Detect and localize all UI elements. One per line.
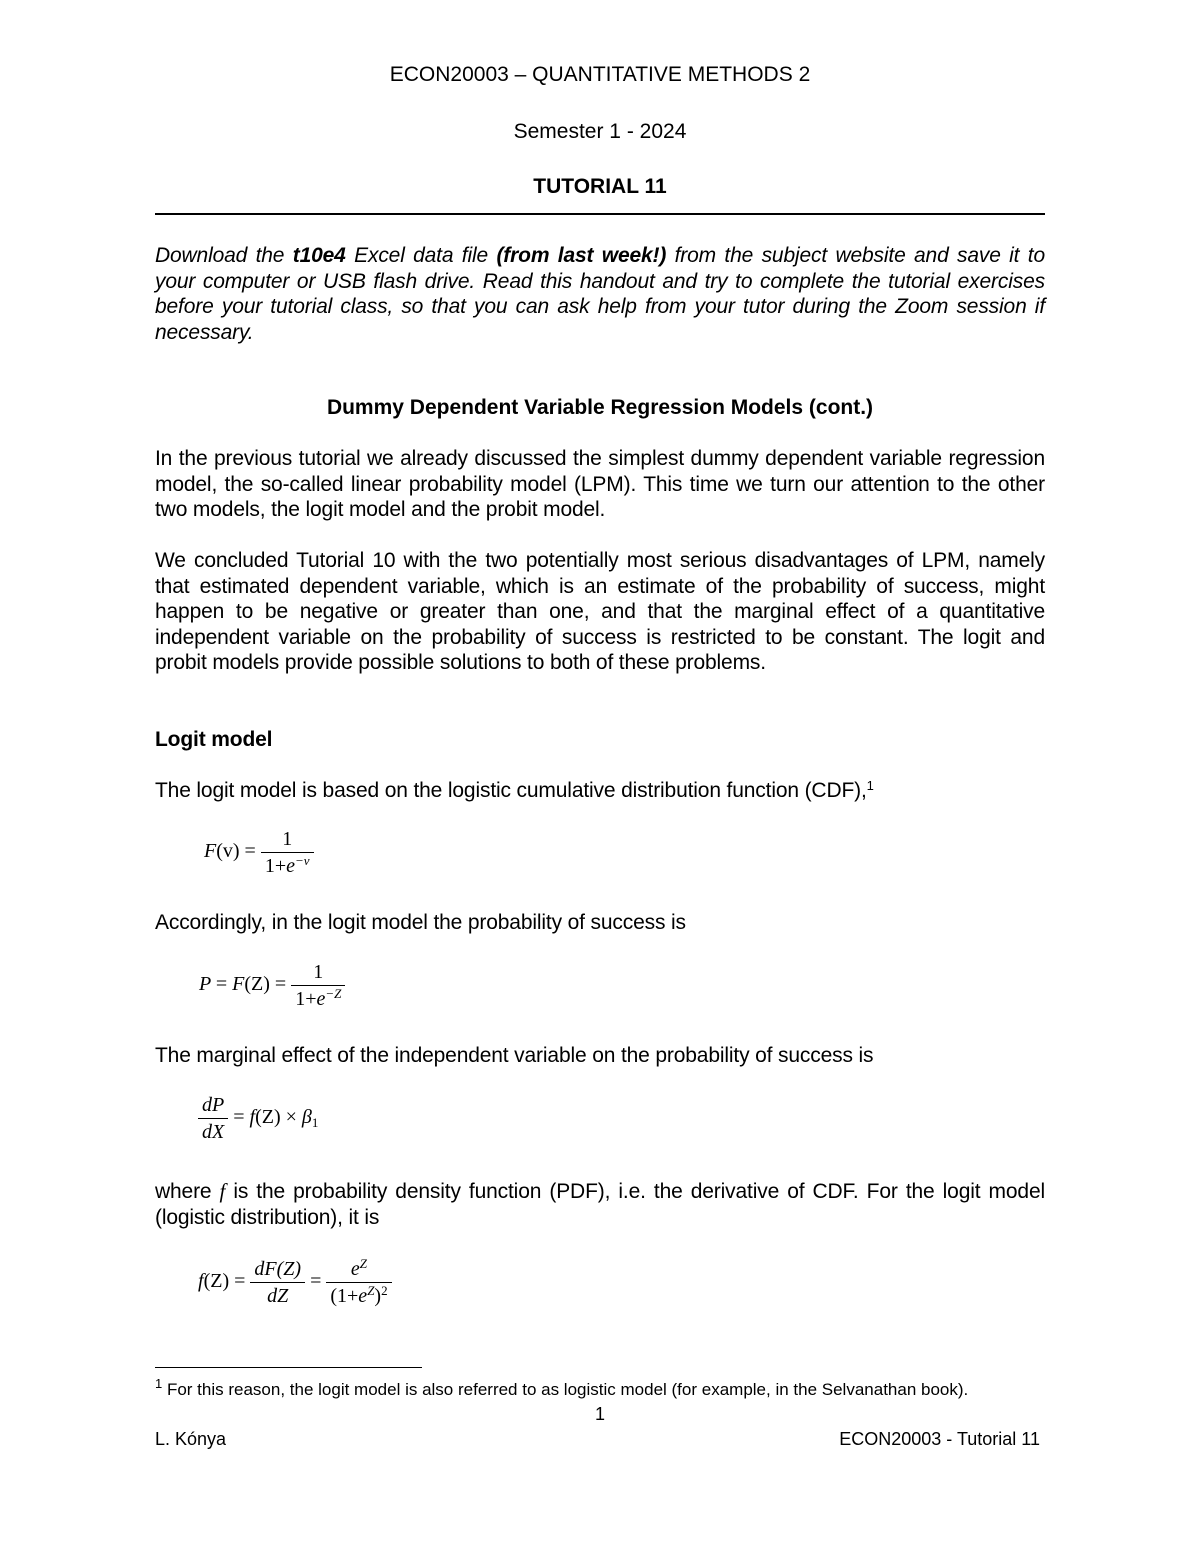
eq1-den-exp: −v	[295, 853, 310, 868]
pdf-text-part2: is the probability density function (PDF), i.e. the derivative of CDF. For the logit model (logistic distribution), it is	[155, 1180, 1045, 1229]
eq4-equals-1: =	[234, 1270, 246, 1293]
eq3-arg: (Z)	[255, 1106, 281, 1129]
footer-author: L. Kónya	[155, 1429, 227, 1449]
cdf-text	[155, 778, 1045, 804]
intro-paragraph	[155, 243, 1045, 345]
probability-text: Accordingly, in the logit model the probability of success is	[155, 911, 686, 934]
eq4-denominator-2	[326, 1283, 391, 1307]
eq2-fraction	[291, 961, 345, 1010]
eq4-num2-exp: Z	[359, 1256, 368, 1271]
eq4-den2-open: (1+	[330, 1285, 359, 1307]
eq2-mid: F	[232, 973, 245, 996]
section-title: Dummy Dependent Variable Regression Models (cont.)	[326, 396, 874, 419]
marginal-effect-text: The marginal effect of the independent variable on the probability of success is	[155, 1044, 874, 1067]
intro-part3: from the subject website and save it to your computer or USB flash drive. Read this handout and try to complete the tutorial exercises before your tutorial class, so that you can ask help from your tutor during the Zoom session if necessary.	[155, 244, 1045, 344]
eq2-den-exp: −Z	[325, 986, 342, 1001]
equation-marginal-effect	[198, 1094, 318, 1143]
logit-heading: Logit model	[155, 728, 273, 751]
eq2-numerator: 1	[291, 961, 345, 986]
eq4-num2-e: e	[350, 1258, 360, 1280]
header-rule	[155, 213, 1045, 215]
pdf-text-f: f	[219, 1179, 226, 1203]
paragraph-lpm: In the previous tutorial we already discussed the simplest dummy dependent variable regression model, the so-called linear probability model (LPM). This time we turn our attention to the other two models, the logit model and the probit model.	[155, 447, 1045, 521]
eq4-arg: (Z)	[203, 1270, 230, 1293]
eq2-equals-1: =	[215, 973, 228, 996]
pdf-text	[155, 1179, 1045, 1230]
eq2-equals-2: =	[274, 973, 287, 996]
eq2-denominator	[291, 986, 345, 1010]
eq1-numerator: 1	[261, 828, 314, 853]
footnote	[155, 1376, 1045, 1401]
paragraph-disadvantages: We concluded Tutorial 10 with the two potentially most serious disadvantages of LPM, namely that estimated dependent variable, which is an estimate of the probability of success, might happen to be negative or greater than one, and that the marginal effect of a quantitative independent variable on the probability of success is restricted to be constant. The logit and probit models provide possible solutions to both of these problems.	[155, 549, 1045, 674]
intro-part1: Download the	[155, 244, 293, 267]
eq3-f: f	[249, 1106, 256, 1129]
intro-part2: Excel data file	[345, 244, 497, 267]
footnote-ref: 1	[866, 778, 874, 793]
page-number: 1	[594, 1404, 605, 1424]
intro-note: (from last week!)	[496, 244, 667, 267]
eq2-den-base: 1+	[295, 988, 317, 1010]
pdf-text-part1: where	[155, 1180, 220, 1203]
eq1-denominator	[261, 853, 314, 877]
eq3-denominator: dX	[202, 1121, 225, 1143]
intro-filename: t10e4	[292, 244, 346, 267]
eq1-equals: =	[244, 840, 256, 863]
semester-line: Semester 1 - 2024	[513, 120, 687, 143]
eq3-beta: β	[301, 1106, 312, 1129]
eq4-den2-close: )	[374, 1285, 382, 1307]
eq2-den-e: e	[316, 988, 326, 1010]
eq1-fraction	[261, 828, 314, 877]
eq4-den2-e: e	[358, 1285, 368, 1307]
eq4-numerator-1: dF(Z)	[250, 1258, 305, 1283]
footnote-rule	[155, 1367, 422, 1368]
eq1-arg: (v)	[216, 840, 240, 863]
eq4-den2-pow: 2	[381, 1283, 388, 1298]
cdf-sentence: The logit model is based on the logistic cumulative distribution function (CDF),	[155, 779, 867, 802]
course-title: ECON20003 – QUANTITATIVE METHODS 2	[389, 63, 811, 86]
eq1-lhs: F	[204, 840, 217, 863]
equation-logistic-pdf	[198, 1258, 392, 1307]
footnote-mark: 1	[155, 1376, 163, 1391]
eq1-den-base: 1+	[264, 855, 287, 877]
eq4-equals-2: =	[310, 1270, 322, 1293]
equation-probability	[199, 961, 345, 1010]
eq2-lhs: P	[199, 973, 211, 996]
eq3-numerator: dP	[198, 1094, 228, 1119]
eq3-beta-sub: 1	[311, 1115, 319, 1131]
eq2-arg: (Z)	[244, 973, 270, 996]
eq3-equals: =	[233, 1106, 245, 1129]
eq4-fraction-1	[250, 1258, 305, 1307]
eq4-lhs: f	[198, 1270, 204, 1293]
eq1-den-e: e	[286, 855, 295, 877]
eq4-den2-exp: Z	[367, 1283, 375, 1298]
eq4-fraction-2	[326, 1258, 391, 1307]
tutorial-title: TUTORIAL 11	[533, 175, 667, 198]
footnote-text: For this reason, the logit model is also referred to as logistic model (for example, in the Selvanathan book).	[162, 1380, 969, 1399]
equation-logistic-cdf	[204, 828, 314, 877]
eq3-fraction	[198, 1094, 228, 1143]
footer-label: ECON20003 - Tutorial 11	[839, 1429, 1040, 1449]
eq4-denominator-1: dZ	[267, 1285, 289, 1307]
eq3-times: ×	[285, 1106, 297, 1129]
eq4-numerator-2	[326, 1258, 391, 1283]
